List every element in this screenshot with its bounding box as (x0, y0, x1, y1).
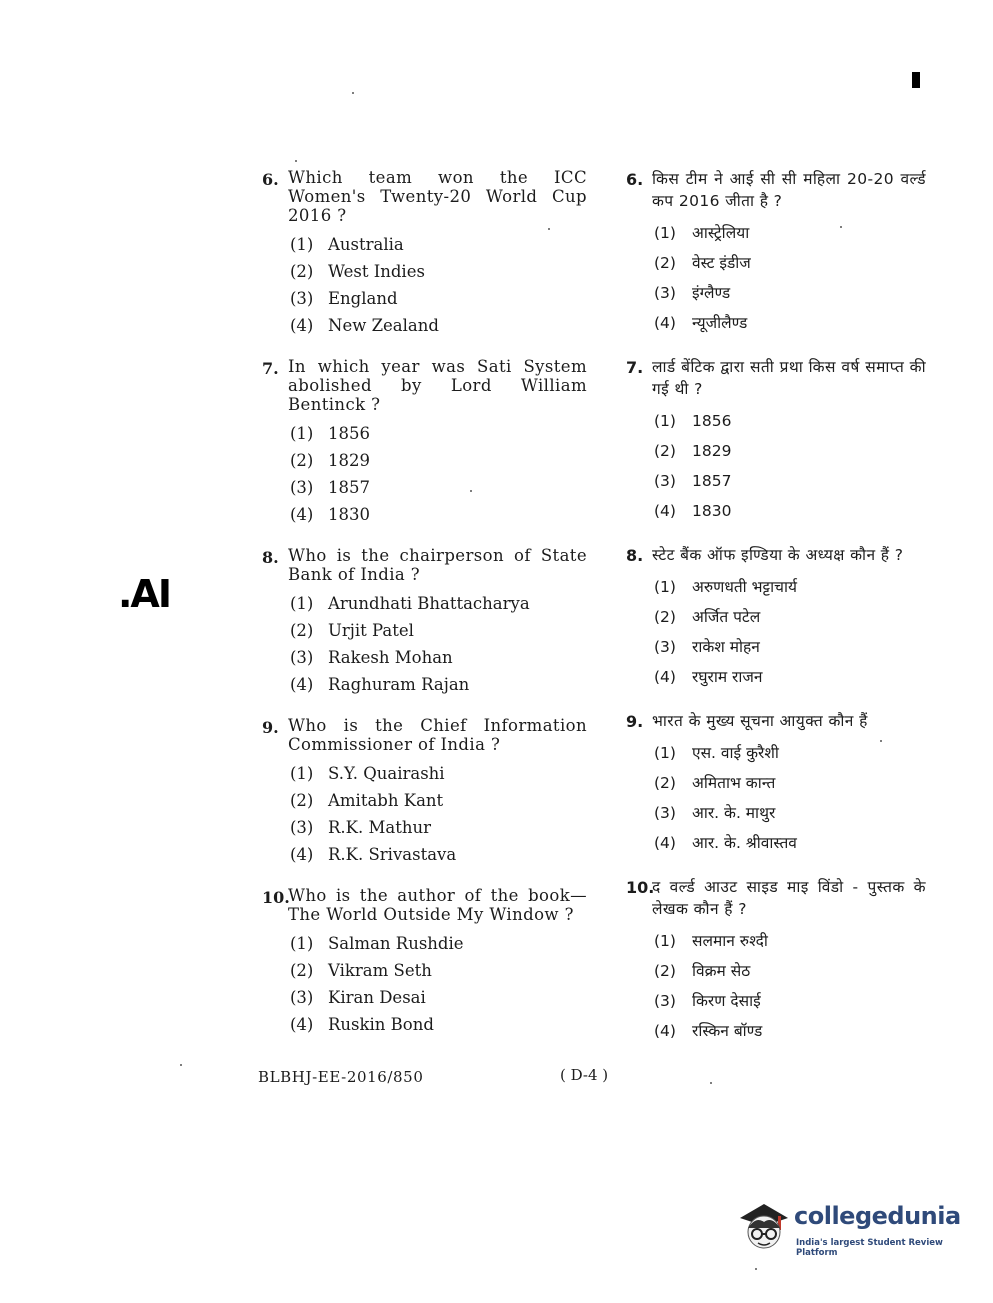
option-number: (4) (290, 845, 314, 864)
option-3 (654, 632, 926, 662)
option-text: 1857 (328, 478, 370, 497)
brand-tagline: India's largest Student Review Platform (796, 1238, 943, 1258)
option-text: Salman Rushdie (328, 934, 464, 953)
option-3 (654, 798, 926, 828)
option-text: राकेश मोहन (692, 638, 760, 656)
option-text: Australia (328, 235, 404, 254)
option-2 (654, 602, 926, 632)
side-watermark: .AI (118, 572, 170, 616)
option-1 (290, 420, 587, 447)
question-text: द वर्ल्ड आउट साइड माइ विंडो - पुस्तक के लेखक कौन हैं ? (652, 878, 926, 918)
options-list (290, 590, 587, 698)
option-text: 1829 (328, 451, 370, 470)
option-number: (2) (290, 451, 314, 470)
question-number: 10. (262, 888, 290, 907)
question-text: भारत के मुख्य सूचना आयुक्त कौन हैं (652, 712, 868, 730)
option-text: अमिताभ कान्त (692, 774, 776, 792)
question-number: 9. (262, 718, 279, 737)
scan-speck (295, 160, 297, 162)
option-number: (1) (290, 764, 314, 783)
question-7 (262, 357, 587, 528)
option-text: सलमान रुश्दी (692, 932, 768, 950)
brand-name: collegedunia (794, 1202, 961, 1230)
option-text: Ruskin Bond (328, 1015, 434, 1034)
option-number: (4) (654, 314, 676, 332)
option-text: West Indies (328, 262, 425, 281)
option-text: Rakesh Mohan (328, 648, 453, 667)
option-number: (4) (654, 1022, 676, 1040)
option-1 (290, 760, 587, 787)
option-number: (3) (654, 284, 676, 302)
option-number: (2) (654, 774, 676, 792)
option-text: Amitabh Kant (328, 791, 444, 810)
option-number: (1) (290, 594, 314, 613)
question-number: 8. (262, 548, 279, 567)
scan-speck (880, 740, 882, 742)
option-number: (2) (290, 262, 314, 281)
option-number: (3) (654, 638, 676, 656)
option-number: (1) (654, 578, 676, 596)
option-2 (290, 447, 587, 474)
scan-speck (840, 226, 842, 228)
scan-speck (180, 1064, 182, 1066)
question-6 (262, 168, 587, 339)
option-number: (4) (654, 668, 676, 686)
option-3 (654, 278, 926, 308)
question-number: 9. (626, 712, 644, 731)
option-4 (654, 828, 926, 858)
scan-speck (755, 1268, 757, 1270)
question-number: 7. (626, 358, 644, 377)
option-4 (654, 496, 926, 526)
option-text: अर्जित पटेल (692, 608, 761, 626)
question-10 (626, 876, 926, 1046)
option-3 (654, 466, 926, 496)
option-number: (2) (290, 961, 314, 980)
option-number: (1) (290, 934, 314, 953)
question-text: In which year was Sati System abolished by Lord William Bentinck ? (288, 357, 587, 414)
options-list (654, 572, 926, 692)
option-2 (654, 248, 926, 278)
option-text: 1830 (328, 505, 370, 524)
option-number: (1) (654, 744, 676, 762)
question-text: स्टेट बैंक ऑफ इण्डिया के अध्यक्ष कौन हैं ? (652, 546, 904, 564)
option-1 (290, 930, 587, 957)
option-text: विक्रम सेठ (692, 962, 751, 980)
options-list (654, 218, 926, 338)
hindi-column (626, 168, 926, 1064)
question-9 (262, 716, 587, 868)
option-1 (290, 590, 587, 617)
options-list (290, 231, 587, 339)
collegedunia-brand[interactable] (734, 1196, 964, 1258)
option-text: न्यूजीलैण्ड (692, 314, 748, 332)
option-number: (3) (290, 648, 314, 667)
option-number: (3) (654, 992, 676, 1010)
option-number: (4) (290, 675, 314, 694)
question-number: 7. (262, 359, 279, 378)
option-text: 1856 (692, 412, 732, 430)
mascot-logo-icon (734, 1196, 792, 1256)
option-number: (4) (654, 502, 676, 520)
question-text: Who is the Chief Information Commissioner of India ? (288, 716, 587, 754)
option-text: S.Y. Quairashi (328, 764, 445, 783)
option-3 (290, 984, 587, 1011)
scan-speck (352, 92, 354, 94)
option-text: अरुणधती भट्टाचार्य (692, 578, 797, 596)
option-number: (2) (290, 791, 314, 810)
option-2 (290, 957, 587, 984)
options-list (290, 420, 587, 528)
question-text: Who is the author of the book— The World Outside My Window ? (288, 886, 587, 924)
option-number: (1) (654, 224, 676, 242)
paper-code: BLBHJ-EE-2016/850 (258, 1068, 424, 1086)
option-text: R.K. Mathur (328, 818, 431, 837)
option-text: New Zealand (328, 316, 439, 335)
options-list (290, 930, 587, 1038)
question-8 (626, 544, 926, 692)
option-number: (3) (290, 478, 314, 497)
option-number: (2) (654, 254, 676, 272)
question-8 (262, 546, 587, 698)
option-text: वेस्ट इंडीज (692, 254, 751, 272)
option-2 (654, 768, 926, 798)
option-1 (654, 926, 926, 956)
option-4 (290, 312, 587, 339)
option-4 (654, 1016, 926, 1046)
option-number: (2) (654, 442, 676, 460)
option-4 (290, 671, 587, 698)
option-text: 1857 (692, 472, 732, 490)
option-1 (654, 738, 926, 768)
scan-mark (912, 72, 920, 88)
option-number: (4) (290, 1015, 314, 1034)
option-4 (654, 308, 926, 338)
question-text: लार्ड बेंटिक द्वारा सती प्रथा किस वर्ष समाप्त की गई थी ? (652, 358, 926, 398)
option-number: (2) (654, 962, 676, 980)
option-number: (3) (654, 804, 676, 822)
option-2 (654, 956, 926, 986)
option-text: Kiran Desai (328, 988, 426, 1007)
option-text: 1829 (692, 442, 732, 460)
option-1 (290, 231, 587, 258)
option-number: (3) (290, 818, 314, 837)
option-3 (290, 814, 587, 841)
question-number: 10. (626, 878, 655, 897)
question-number: 6. (626, 170, 644, 189)
question-text: किस टीम ने आई सी सी महिला 20-20 वर्ल्ड कप 2016 जीता है ? (652, 170, 926, 210)
option-1 (654, 218, 926, 248)
option-1 (654, 406, 926, 436)
question-number: 8. (626, 546, 644, 565)
option-text: Raghuram Rajan (328, 675, 470, 694)
option-text: आर. के. माथुर (692, 804, 776, 822)
question-text: Which team won the ICC Women's Twenty-20 World Cup 2016 ? (288, 168, 587, 225)
option-number: (4) (290, 505, 314, 524)
question-text: Who is the chairperson of State Bank of India ? (288, 546, 587, 584)
option-number: (3) (654, 472, 676, 490)
option-2 (654, 436, 926, 466)
option-2 (290, 258, 587, 285)
option-text: 1856 (328, 424, 370, 443)
option-number: (1) (290, 235, 314, 254)
option-text: Arundhati Bhattacharya (328, 594, 530, 613)
option-3 (290, 644, 587, 671)
options-list (654, 738, 926, 858)
option-text: रस्किन बॉण्ड (692, 1022, 763, 1040)
option-number: (4) (654, 834, 676, 852)
option-number: (3) (290, 988, 314, 1007)
option-4 (654, 662, 926, 692)
option-3 (290, 285, 587, 312)
option-number: (4) (290, 316, 314, 335)
options-list (654, 406, 926, 526)
options-list (654, 926, 926, 1046)
english-column (262, 168, 587, 1056)
option-text: एस. वाई कुरैशी (692, 744, 779, 762)
option-text: किरण देसाई (692, 992, 761, 1010)
option-number: (1) (654, 932, 676, 950)
page-number: ( D-4 ) (560, 1066, 609, 1084)
option-number: (2) (654, 608, 676, 626)
option-number: (3) (290, 289, 314, 308)
option-text: England (328, 289, 398, 308)
option-number: (2) (290, 621, 314, 640)
scan-speck (470, 490, 472, 492)
scan-speck (710, 1082, 712, 1084)
option-text: आर. के. श्रीवास्तव (692, 834, 797, 852)
option-text: Urjit Patel (328, 621, 414, 640)
question-7 (626, 356, 926, 526)
options-list (290, 760, 587, 868)
option-text: 1830 (692, 502, 732, 520)
option-1 (654, 572, 926, 602)
option-4 (290, 841, 587, 868)
option-4 (290, 1011, 587, 1038)
option-2 (290, 787, 587, 814)
option-text: इंग्लैण्ड (692, 284, 731, 302)
question-number: 6. (262, 170, 279, 189)
option-text: R.K. Srivastava (328, 845, 457, 864)
option-number: (1) (290, 424, 314, 443)
option-number: (1) (654, 412, 676, 430)
question-10 (262, 886, 587, 1038)
question-6 (626, 168, 926, 338)
option-3 (290, 474, 587, 501)
option-4 (290, 501, 587, 528)
option-text: Vikram Seth (328, 961, 432, 980)
option-3 (654, 986, 926, 1016)
scan-speck (548, 228, 550, 230)
option-2 (290, 617, 587, 644)
option-text: रघुराम राजन (692, 668, 763, 686)
option-text: आस्ट्रेलिया (692, 224, 750, 242)
question-9 (626, 710, 926, 858)
